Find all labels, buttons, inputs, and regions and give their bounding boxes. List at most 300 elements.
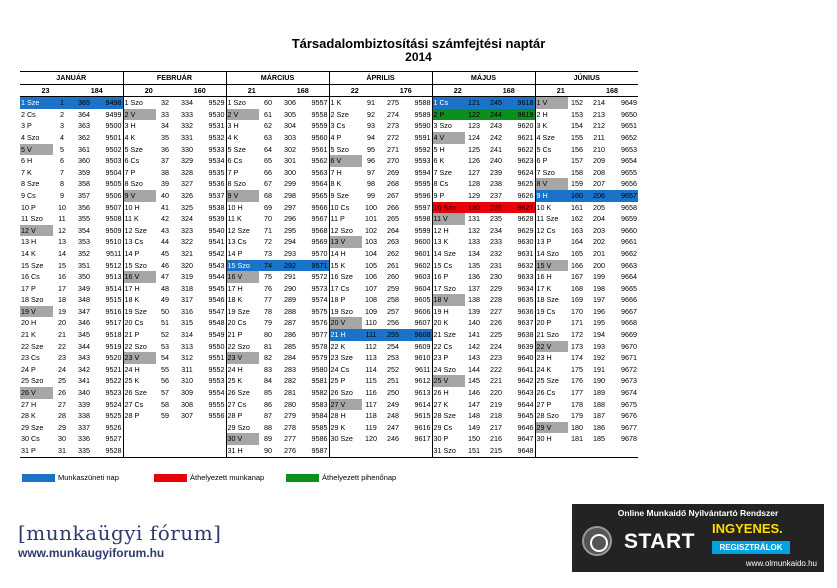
day-label: 26 Szo xyxy=(329,387,362,399)
day-label: 9 Cs xyxy=(21,190,36,200)
serial-number: 9570 xyxy=(311,248,328,258)
serial-number: 9646 xyxy=(517,422,534,432)
day-of-year: 95 xyxy=(367,144,375,154)
days-remaining: 344 xyxy=(78,341,90,351)
day-label: 26 H xyxy=(432,387,465,399)
day-of-year: 12 xyxy=(58,225,66,235)
days-remaining: 198 xyxy=(593,283,605,293)
serial-number: 9567 xyxy=(311,214,328,224)
legend-relocated-restday-label: Áthelyezett pihenőnap xyxy=(322,473,397,482)
days-remaining: 314 xyxy=(181,330,193,340)
day-label: 9 V xyxy=(226,190,259,202)
day-label: 20 V xyxy=(329,317,362,329)
serial-number: 9506 xyxy=(105,190,122,200)
days-remaining: 363 xyxy=(78,121,90,131)
day-label: 29 Szo xyxy=(226,422,259,434)
day-of-year: 74 xyxy=(259,260,277,272)
day-label: 7 H xyxy=(329,167,362,179)
serial-number: 9548 xyxy=(208,318,225,328)
serial-number xyxy=(612,445,638,457)
day-label: 15 Szo xyxy=(123,260,156,272)
day-label: 26 V xyxy=(20,387,53,399)
days-remaining: 227 xyxy=(490,306,502,316)
days-remaining: 215 xyxy=(483,445,509,457)
day-of-year: 63 xyxy=(264,132,272,142)
calendar-row xyxy=(20,375,638,387)
day-label: 18 V xyxy=(432,294,465,306)
day-of-year: 47 xyxy=(161,272,169,282)
serial-number: 9612 xyxy=(414,376,431,386)
day-of-year: 140 xyxy=(468,318,480,328)
day-of-year: 151 xyxy=(465,445,483,457)
days-remaining: 324 xyxy=(181,214,193,224)
days-remaining: 258 xyxy=(387,295,399,305)
days-remaining: 284 xyxy=(284,353,296,363)
day-of-year xyxy=(362,445,380,457)
day-of-year: 118 xyxy=(365,411,377,421)
serial-number: 9518 xyxy=(105,330,122,340)
day-of-year: 36 xyxy=(161,144,169,154)
day-of-year: 9 xyxy=(60,190,64,200)
days-remaining: 318 xyxy=(181,283,193,293)
day-label: 16 Cs xyxy=(21,272,40,282)
serial-number: 9588 xyxy=(414,98,431,108)
serial-number: 9674 xyxy=(621,388,637,398)
day-of-year: 48 xyxy=(161,283,169,293)
day-of-year: 82 xyxy=(264,353,272,363)
calendar-row xyxy=(20,167,638,179)
serial-number: 9562 xyxy=(311,156,328,166)
day-of-year: 180 xyxy=(571,422,583,432)
serial-number xyxy=(406,445,432,457)
days-remaining: 330 xyxy=(181,144,193,154)
calendar-row xyxy=(20,341,638,353)
day-label: 5 Szo xyxy=(329,144,362,156)
days-remaining: 315 xyxy=(181,318,193,328)
month-hours: 168 xyxy=(277,84,329,97)
day-of-year: 128 xyxy=(468,179,480,189)
days-remaining: 353 xyxy=(78,237,90,247)
serial-number: 9604 xyxy=(414,283,431,293)
day-label: 12 Szo xyxy=(329,225,362,237)
serial-number: 9545 xyxy=(208,283,225,293)
month-header: JÚNIUS xyxy=(535,72,638,85)
logo-url[interactable]: www.munkaugyiforum.hu xyxy=(18,546,165,560)
day-of-year: 45 xyxy=(161,248,169,258)
day-of-year: 51 xyxy=(161,318,169,328)
day-label: 23 H xyxy=(535,352,568,364)
day-of-year: 135 xyxy=(468,260,480,270)
day-of-year: 139 xyxy=(468,306,480,316)
days-remaining: 331 xyxy=(181,132,193,142)
days-remaining: 329 xyxy=(181,156,193,166)
day-of-year: 5 xyxy=(60,144,64,154)
day-label: 26 Sze xyxy=(123,387,156,399)
serial-number: 9561 xyxy=(311,144,328,154)
day-label: 17 K xyxy=(535,283,568,295)
days-remaining: 355 xyxy=(78,214,90,224)
day-label: 28 P xyxy=(123,410,156,422)
day-of-year: 44 xyxy=(161,237,169,247)
month-workdays: 21 xyxy=(535,84,586,97)
serial-number: 9658 xyxy=(621,202,637,212)
day-of-year: 93 xyxy=(367,121,375,131)
day-of-year: 61 xyxy=(264,109,272,119)
day-of-year: 169 xyxy=(571,295,583,305)
days-remaining: 336 xyxy=(78,434,90,444)
serial-number: 9549 xyxy=(208,330,225,340)
days-remaining: 202 xyxy=(593,237,605,247)
day-of-year: 148 xyxy=(468,411,480,421)
days-remaining: 255 xyxy=(380,329,406,341)
days-remaining: 268 xyxy=(387,179,399,189)
serial-number: 9589 xyxy=(414,109,431,119)
day-of-year: 29 xyxy=(58,422,66,432)
day-of-year: 163 xyxy=(571,225,583,235)
days-remaining: 261 xyxy=(387,260,399,270)
days-remaining: 296 xyxy=(284,214,296,224)
day-of-year: 115 xyxy=(365,376,377,386)
serial-number: 9645 xyxy=(517,411,534,421)
day-label: 14 P xyxy=(123,248,156,260)
days-remaining: 233 xyxy=(490,237,502,247)
power-icon xyxy=(582,526,612,556)
day-of-year: 159 xyxy=(571,179,583,189)
days-remaining: 217 xyxy=(490,422,502,432)
promo-url[interactable]: www.olmunkaido.hu xyxy=(745,559,817,568)
day-label: 16 V xyxy=(226,271,259,283)
serial-number: 9608 xyxy=(406,329,432,341)
day-label xyxy=(123,422,156,434)
days-remaining: 359 xyxy=(78,167,90,177)
serial-number: 9499 xyxy=(105,109,122,119)
serial-number: 9587 xyxy=(303,445,329,457)
days-remaining: 286 xyxy=(284,330,296,340)
day-label: 26 Cs xyxy=(535,387,568,399)
month-workdays: 22 xyxy=(329,84,380,97)
serial-number: 9626 xyxy=(517,190,534,200)
serial-number: 9669 xyxy=(621,330,637,340)
serial-number: 9569 xyxy=(311,237,328,247)
day-label: 13 Cs xyxy=(226,236,259,248)
day-of-year: 167 xyxy=(571,272,583,282)
legend-holiday-label: Munkaszüneti nap xyxy=(58,473,119,482)
calendar-row xyxy=(20,144,638,156)
day-label: 4 K xyxy=(226,132,259,144)
day-of-year: 116 xyxy=(365,388,377,398)
day-label: 17 Cs xyxy=(329,283,362,295)
day-label: 22 Szo xyxy=(226,341,259,353)
day-label: 23 V xyxy=(226,352,259,364)
day-label: 1 Szo xyxy=(226,97,259,109)
serial-number: 9539 xyxy=(208,214,225,224)
serial-number: 9623 xyxy=(517,156,534,166)
day-of-year: 171 xyxy=(571,318,583,328)
munkaugyi-forum-logo[interactable] xyxy=(18,521,221,560)
serial-number: 9538 xyxy=(208,202,225,212)
serial-number: 9661 xyxy=(621,237,637,247)
days-remaining: 287 xyxy=(284,318,296,328)
day-label: 12 Sze xyxy=(123,225,156,237)
day-label: 27 H xyxy=(21,399,37,409)
day-of-year: 110 xyxy=(365,318,377,328)
serial-number: 9554 xyxy=(208,388,225,398)
serial-number: 9498 xyxy=(97,97,123,109)
calendar-row xyxy=(20,399,638,411)
promo-start[interactable]: START xyxy=(624,530,695,553)
serial-number: 9580 xyxy=(311,364,328,374)
day-label: 1 K xyxy=(329,97,362,109)
day-of-year xyxy=(156,422,174,434)
day-of-year: 19 xyxy=(58,306,66,316)
days-remaining: 197 xyxy=(593,295,605,305)
day-label: 19 H xyxy=(432,306,465,318)
serial-number: 9513 xyxy=(105,272,122,282)
calendar-title: Társadalombiztosítási számfejtési naptár xyxy=(291,36,546,51)
days-remaining: 228 xyxy=(490,295,502,305)
day-of-year: 80 xyxy=(264,330,272,340)
day-of-year: 144 xyxy=(468,364,480,374)
days-remaining: 238 xyxy=(490,179,502,189)
days-remaining: 332 xyxy=(181,121,193,131)
day-label: 27 V xyxy=(329,399,362,411)
day-label: 28 Szo xyxy=(535,410,568,422)
day-label: 25 K xyxy=(123,375,156,387)
day-of-year: 165 xyxy=(571,248,583,258)
day-label: 14 Sze xyxy=(432,248,465,260)
day-of-year: 52 xyxy=(161,330,169,340)
days-remaining: 249 xyxy=(387,399,399,409)
days-remaining: 269 xyxy=(387,167,399,177)
serial-number: 9565 xyxy=(311,190,328,200)
month-workdays: 20 xyxy=(123,84,174,97)
days-remaining: 212 xyxy=(593,121,605,131)
serial-number: 9641 xyxy=(517,364,534,374)
day-of-year: 153 xyxy=(571,109,583,119)
day-of-year: 22 xyxy=(58,341,66,351)
day-label: 8 Szo xyxy=(226,178,259,190)
serial-number: 9649 xyxy=(621,98,637,108)
day-label: 27 Cs xyxy=(226,399,259,411)
day-of-year: 112 xyxy=(365,341,377,351)
serial-number: 9558 xyxy=(311,109,328,119)
day-label: 7 P xyxy=(123,167,156,179)
day-label: 6 P xyxy=(535,155,568,167)
days-remaining: 253 xyxy=(387,353,399,363)
days-remaining: 325 xyxy=(181,202,193,212)
day-of-year: 117 xyxy=(365,399,377,409)
serial-number: 9666 xyxy=(621,295,637,305)
days-remaining: 243 xyxy=(490,121,502,131)
days-remaining: 351 xyxy=(78,260,90,270)
day-label: 4 Sze xyxy=(535,132,568,144)
days-remaining xyxy=(586,445,612,457)
serial-number: 9659 xyxy=(621,214,637,224)
day-label: 11 Sze xyxy=(535,213,568,225)
day-of-year: 114 xyxy=(365,364,377,374)
serial-number: 9621 xyxy=(517,132,534,142)
calendar-table xyxy=(20,71,638,458)
day-of-year: 58 xyxy=(161,399,169,409)
day-of-year: 23 xyxy=(58,353,66,363)
day-label: 18 P xyxy=(329,294,362,306)
day-of-year: 70 xyxy=(264,214,272,224)
month-header: ÁPRILIS xyxy=(329,72,432,85)
days-remaining: 347 xyxy=(78,306,90,316)
day-of-year: 125 xyxy=(468,144,480,154)
month-header: FEBRUÁR xyxy=(123,72,226,85)
days-remaining: 260 xyxy=(387,272,399,282)
days-remaining: 251 xyxy=(387,376,399,386)
days-remaining: 250 xyxy=(387,388,399,398)
days-remaining: 187 xyxy=(593,411,605,421)
day-of-year: 113 xyxy=(365,353,377,363)
day-of-year: 173 xyxy=(571,341,583,351)
day-label: 11 K xyxy=(226,213,259,225)
day-of-year: 179 xyxy=(571,411,583,421)
serial-number: 9550 xyxy=(208,341,225,351)
day-label: 21 P xyxy=(226,329,259,341)
serial-number: 9634 xyxy=(517,283,534,293)
days-remaining: 307 xyxy=(181,411,193,421)
days-remaining: 340 xyxy=(78,388,90,398)
serial-number: 9520 xyxy=(105,353,122,363)
day-label: 17 H xyxy=(123,283,156,295)
day-label: 19 Sze xyxy=(226,306,259,318)
day-of-year: 38 xyxy=(161,167,169,177)
days-remaining: 234 xyxy=(490,225,502,235)
day-of-year: 119 xyxy=(365,422,377,432)
day-of-year: 66 xyxy=(264,167,272,177)
day-of-year: 3 xyxy=(60,121,64,131)
promo-banner[interactable] xyxy=(572,504,824,572)
day-label: 24 Cs xyxy=(329,364,362,376)
days-remaining: 254 xyxy=(387,341,399,351)
day-label: 12 V xyxy=(20,225,53,237)
serial-number: 9592 xyxy=(414,144,431,154)
serial-number: 9574 xyxy=(311,295,328,305)
day-of-year: 123 xyxy=(468,121,480,131)
day-label: 21 H xyxy=(329,329,362,341)
day-label: 9 P xyxy=(432,190,465,202)
day-of-year: 28 xyxy=(58,411,66,421)
day-of-year: 92 xyxy=(367,109,375,119)
day-of-year: 147 xyxy=(468,399,480,409)
serial-number: 9527 xyxy=(105,434,122,444)
day-of-year: 154 xyxy=(571,121,583,131)
day-of-year: 50 xyxy=(161,306,169,316)
serial-number: 9507 xyxy=(105,202,122,212)
serial-number: 9628 xyxy=(517,214,534,224)
days-remaining: 293 xyxy=(284,248,296,258)
day-label: 20 Cs xyxy=(123,317,156,329)
serial-number: 9523 xyxy=(105,388,122,398)
serial-number: 9599 xyxy=(414,225,431,235)
serial-number: 9536 xyxy=(208,179,225,189)
calendar-row xyxy=(20,294,638,306)
day-of-year: 172 xyxy=(571,330,583,340)
calendar-row xyxy=(20,364,638,376)
day-of-year: 77 xyxy=(264,295,272,305)
day-of-year: 79 xyxy=(264,318,272,328)
day-label: 24 K xyxy=(535,364,568,376)
day-of-year: 131 xyxy=(468,214,480,224)
serial-number: 9514 xyxy=(105,283,122,293)
serial-number: 9560 xyxy=(311,132,328,142)
day-of-year: 133 xyxy=(468,237,480,247)
days-remaining: 309 xyxy=(181,388,193,398)
serial-number: 9631 xyxy=(517,248,534,258)
day-label: 13 P xyxy=(535,236,568,248)
serial-number: 9591 xyxy=(414,132,431,142)
day-of-year: 65 xyxy=(264,156,272,166)
days-remaining: 349 xyxy=(78,283,90,293)
serial-number: 9524 xyxy=(105,399,122,409)
serial-number: 9530 xyxy=(208,109,225,119)
serial-number: 9660 xyxy=(621,225,637,235)
day-of-year: 81 xyxy=(264,341,272,351)
serial-number: 9590 xyxy=(414,121,431,131)
day-of-year: 59 xyxy=(161,411,169,421)
day-of-year: 136 xyxy=(468,272,480,282)
serial-number: 9512 xyxy=(105,260,122,270)
day-of-year: 15 xyxy=(58,260,66,270)
serial-number: 9638 xyxy=(517,330,534,340)
days-remaining: 208 xyxy=(593,167,605,177)
days-remaining: 270 xyxy=(387,156,399,166)
days-remaining: 272 xyxy=(387,132,399,142)
day-of-year: 41 xyxy=(161,202,169,212)
day-label: 21 Szo xyxy=(535,329,568,341)
serial-number: 9601 xyxy=(414,248,431,258)
days-remaining: 235 xyxy=(490,214,502,224)
days-remaining: 267 xyxy=(387,190,399,200)
day-label: 10 H xyxy=(123,202,156,214)
day-of-year: 73 xyxy=(264,248,272,258)
day-label: 4 P xyxy=(329,132,362,144)
day-label: 20 Cs xyxy=(226,317,259,329)
serial-number: 9637 xyxy=(517,318,534,328)
day-label: 31 H xyxy=(226,445,259,457)
serial-number: 9600 xyxy=(414,237,431,247)
serial-number: 9566 xyxy=(311,202,328,212)
days-remaining: 259 xyxy=(387,283,399,293)
month-hours: 160 xyxy=(174,84,226,97)
calendar-row xyxy=(20,120,638,132)
register-button[interactable]: REGISZTRÁLOK xyxy=(712,541,790,554)
days-remaining: 298 xyxy=(284,190,296,200)
serial-number: 9535 xyxy=(208,167,225,177)
day-label: 8 K xyxy=(329,178,362,190)
serial-number xyxy=(200,422,226,434)
serial-number: 9528 xyxy=(97,445,123,457)
serial-number: 9559 xyxy=(311,121,328,131)
day-of-year: 67 xyxy=(264,179,272,189)
day-of-year: 71 xyxy=(264,225,272,235)
days-remaining: 305 xyxy=(284,109,296,119)
day-of-year: 137 xyxy=(468,283,480,293)
days-remaining: 301 xyxy=(284,156,296,166)
day-label: 3 Szo xyxy=(432,120,465,132)
serial-number: 9582 xyxy=(311,388,328,398)
days-remaining: 232 xyxy=(490,248,502,258)
month-header: MÁRCIUS xyxy=(226,72,329,85)
day-of-year: 33 xyxy=(161,109,169,119)
calendar-year: 2014 xyxy=(405,50,432,64)
days-remaining xyxy=(174,422,200,434)
day-of-year: 89 xyxy=(264,434,272,444)
day-label: 14 Szo xyxy=(535,248,568,260)
